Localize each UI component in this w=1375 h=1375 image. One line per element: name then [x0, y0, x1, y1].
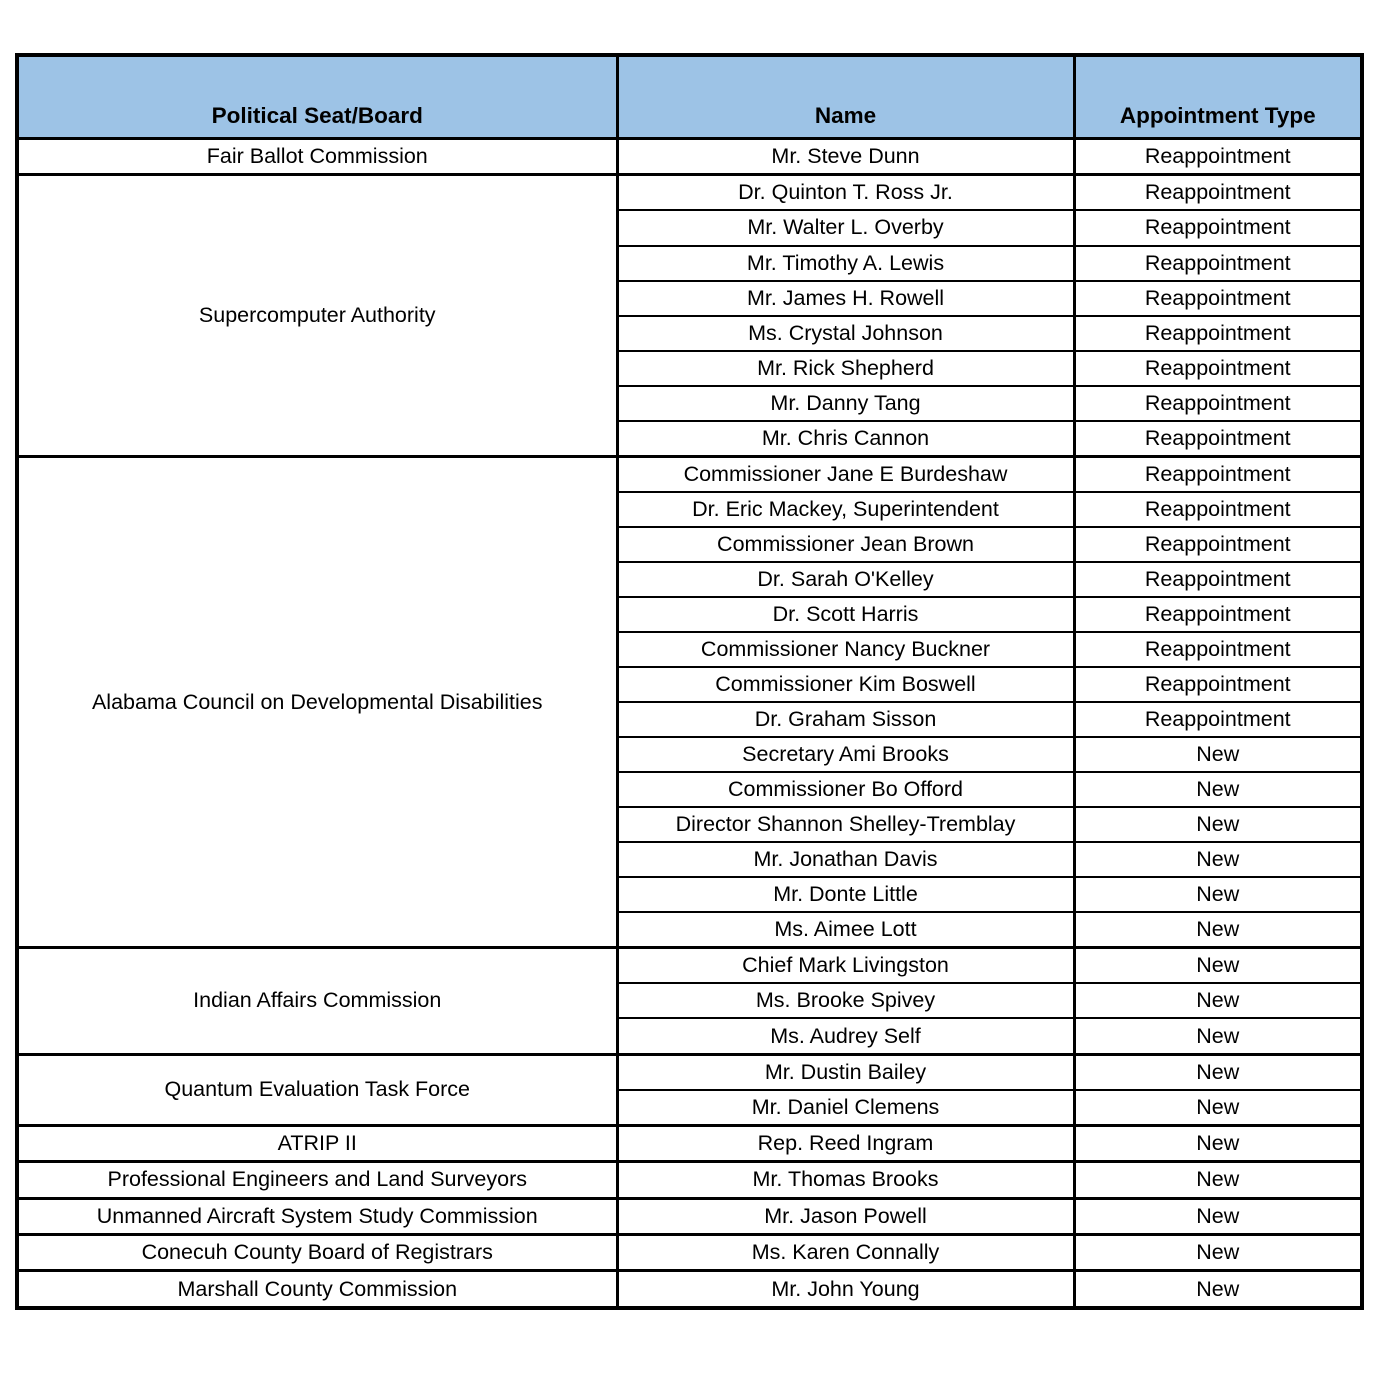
appointment-type-cell: Reappointment [1074, 351, 1362, 386]
board-cell: Conecuh County Board of Registrars [17, 1234, 617, 1270]
name-cell: Commissioner Bo Offord [617, 772, 1074, 807]
appointment-type-cell: Reappointment [1074, 421, 1362, 457]
appointment-type-cell: New [1074, 1125, 1362, 1161]
table-row [17, 456, 1362, 492]
header-row [17, 55, 1362, 139]
name-cell: Mr. Steve Dunn [617, 139, 1074, 175]
board-cell: ATRIP II [17, 1125, 617, 1161]
name-cell: Mr. Donte Little [617, 877, 1074, 912]
board-cell: Supercomputer Authority [17, 175, 617, 456]
name-cell: Ms. Crystal Johnson [617, 316, 1074, 351]
appointment-type-cell: New [1074, 912, 1362, 948]
table-row [17, 175, 1362, 211]
column-header-political-seat-board: Political Seat/Board [17, 55, 617, 139]
appointment-type-cell: Reappointment [1074, 597, 1362, 632]
table-row [17, 1198, 1362, 1234]
appointment-type-cell: New [1074, 772, 1362, 807]
board-cell: Indian Affairs Commission [17, 948, 617, 1054]
appointment-type-cell: New [1074, 948, 1362, 984]
name-cell: Mr. Jonathan Davis [617, 842, 1074, 877]
name-cell: Ms. Brooke Spivey [617, 983, 1074, 1018]
table-row [17, 1054, 1362, 1090]
name-cell: Mr. Walter L. Overby [617, 210, 1074, 245]
appointment-type-cell: New [1074, 1234, 1362, 1270]
appointment-type-cell: Reappointment [1074, 246, 1362, 281]
appointment-type-cell: Reappointment [1074, 492, 1362, 527]
table-row [17, 1271, 1362, 1308]
name-cell: Mr. Daniel Clemens [617, 1090, 1074, 1126]
appointment-type-cell: Reappointment [1074, 562, 1362, 597]
appointment-type-cell: New [1074, 1018, 1362, 1054]
name-cell: Chief Mark Livingston [617, 948, 1074, 984]
board-cell: Professional Engineers and Land Surveyors [17, 1162, 617, 1198]
name-cell: Mr. John Young [617, 1271, 1074, 1308]
name-cell: Mr. Dustin Bailey [617, 1054, 1074, 1090]
table-row [17, 139, 1362, 175]
name-cell: Mr. Thomas Brooks [617, 1162, 1074, 1198]
name-cell: Mr. Danny Tang [617, 386, 1074, 421]
appointment-type-cell: New [1074, 983, 1362, 1018]
name-cell: Mr. James H. Rowell [617, 281, 1074, 316]
appointment-type-cell: Reappointment [1074, 210, 1362, 245]
appointment-type-cell: Reappointment [1074, 175, 1362, 211]
name-cell: Mr. Rick Shepherd [617, 351, 1074, 386]
name-cell: Director Shannon Shelley-Tremblay [617, 807, 1074, 842]
name-cell: Rep. Reed Ingram [617, 1125, 1074, 1161]
table-row [17, 1125, 1362, 1161]
board-cell: Quantum Evaluation Task Force [17, 1054, 617, 1125]
appointment-type-cell: Reappointment [1074, 667, 1362, 702]
appointment-type-cell: New [1074, 1090, 1362, 1126]
name-cell: Commissioner Jane E Burdeshaw [617, 456, 1074, 492]
name-cell: Mr. Chris Cannon [617, 421, 1074, 457]
appointment-type-cell: Reappointment [1074, 456, 1362, 492]
table-row [17, 1162, 1362, 1198]
appointment-type-cell: Reappointment [1074, 281, 1362, 316]
appointment-type-cell: Reappointment [1074, 316, 1362, 351]
appointment-type-cell: New [1074, 1054, 1362, 1090]
name-cell: Dr. Graham Sisson [617, 702, 1074, 737]
name-cell: Dr. Scott Harris [617, 597, 1074, 632]
name-cell: Commissioner Nancy Buckner [617, 632, 1074, 667]
document-page [15, 53, 1364, 1310]
name-cell: Dr. Eric Mackey, Superintendent [617, 492, 1074, 527]
name-cell: Dr. Sarah O'Kelley [617, 562, 1074, 597]
appointment-type-cell: New [1074, 877, 1362, 912]
board-cell: Unmanned Aircraft System Study Commission [17, 1198, 617, 1234]
table-row [17, 1234, 1362, 1270]
board-cell: Alabama Council on Developmental Disabilities [17, 456, 617, 948]
appointment-type-cell: New [1074, 1271, 1362, 1308]
name-cell: Dr. Quinton T. Ross Jr. [617, 175, 1074, 211]
name-cell: Mr. Jason Powell [617, 1198, 1074, 1234]
appointment-type-cell: Reappointment [1074, 527, 1362, 562]
table-row [17, 948, 1362, 984]
appointment-type-cell: Reappointment [1074, 702, 1362, 737]
name-cell: Ms. Karen Connally [617, 1234, 1074, 1270]
column-header-name: Name [617, 55, 1074, 139]
appointment-type-cell: New [1074, 737, 1362, 772]
appointments-table [15, 53, 1364, 1310]
appointment-type-cell: New [1074, 1198, 1362, 1234]
name-cell: Mr. Timothy A. Lewis [617, 246, 1074, 281]
appointment-type-cell: Reappointment [1074, 139, 1362, 175]
appointment-type-cell: Reappointment [1074, 632, 1362, 667]
appointment-type-cell: New [1074, 842, 1362, 877]
board-cell: Marshall County Commission [17, 1271, 617, 1308]
name-cell: Ms. Aimee Lott [617, 912, 1074, 948]
appointment-type-cell: New [1074, 1162, 1362, 1198]
name-cell: Secretary Ami Brooks [617, 737, 1074, 772]
column-header-appointment-type: Appointment Type [1074, 55, 1362, 139]
appointment-type-cell: New [1074, 807, 1362, 842]
name-cell: Commissioner Jean Brown [617, 527, 1074, 562]
appointment-type-cell: Reappointment [1074, 386, 1362, 421]
name-cell: Ms. Audrey Self [617, 1018, 1074, 1054]
board-cell: Fair Ballot Commission [17, 139, 617, 175]
name-cell: Commissioner Kim Boswell [617, 667, 1074, 702]
